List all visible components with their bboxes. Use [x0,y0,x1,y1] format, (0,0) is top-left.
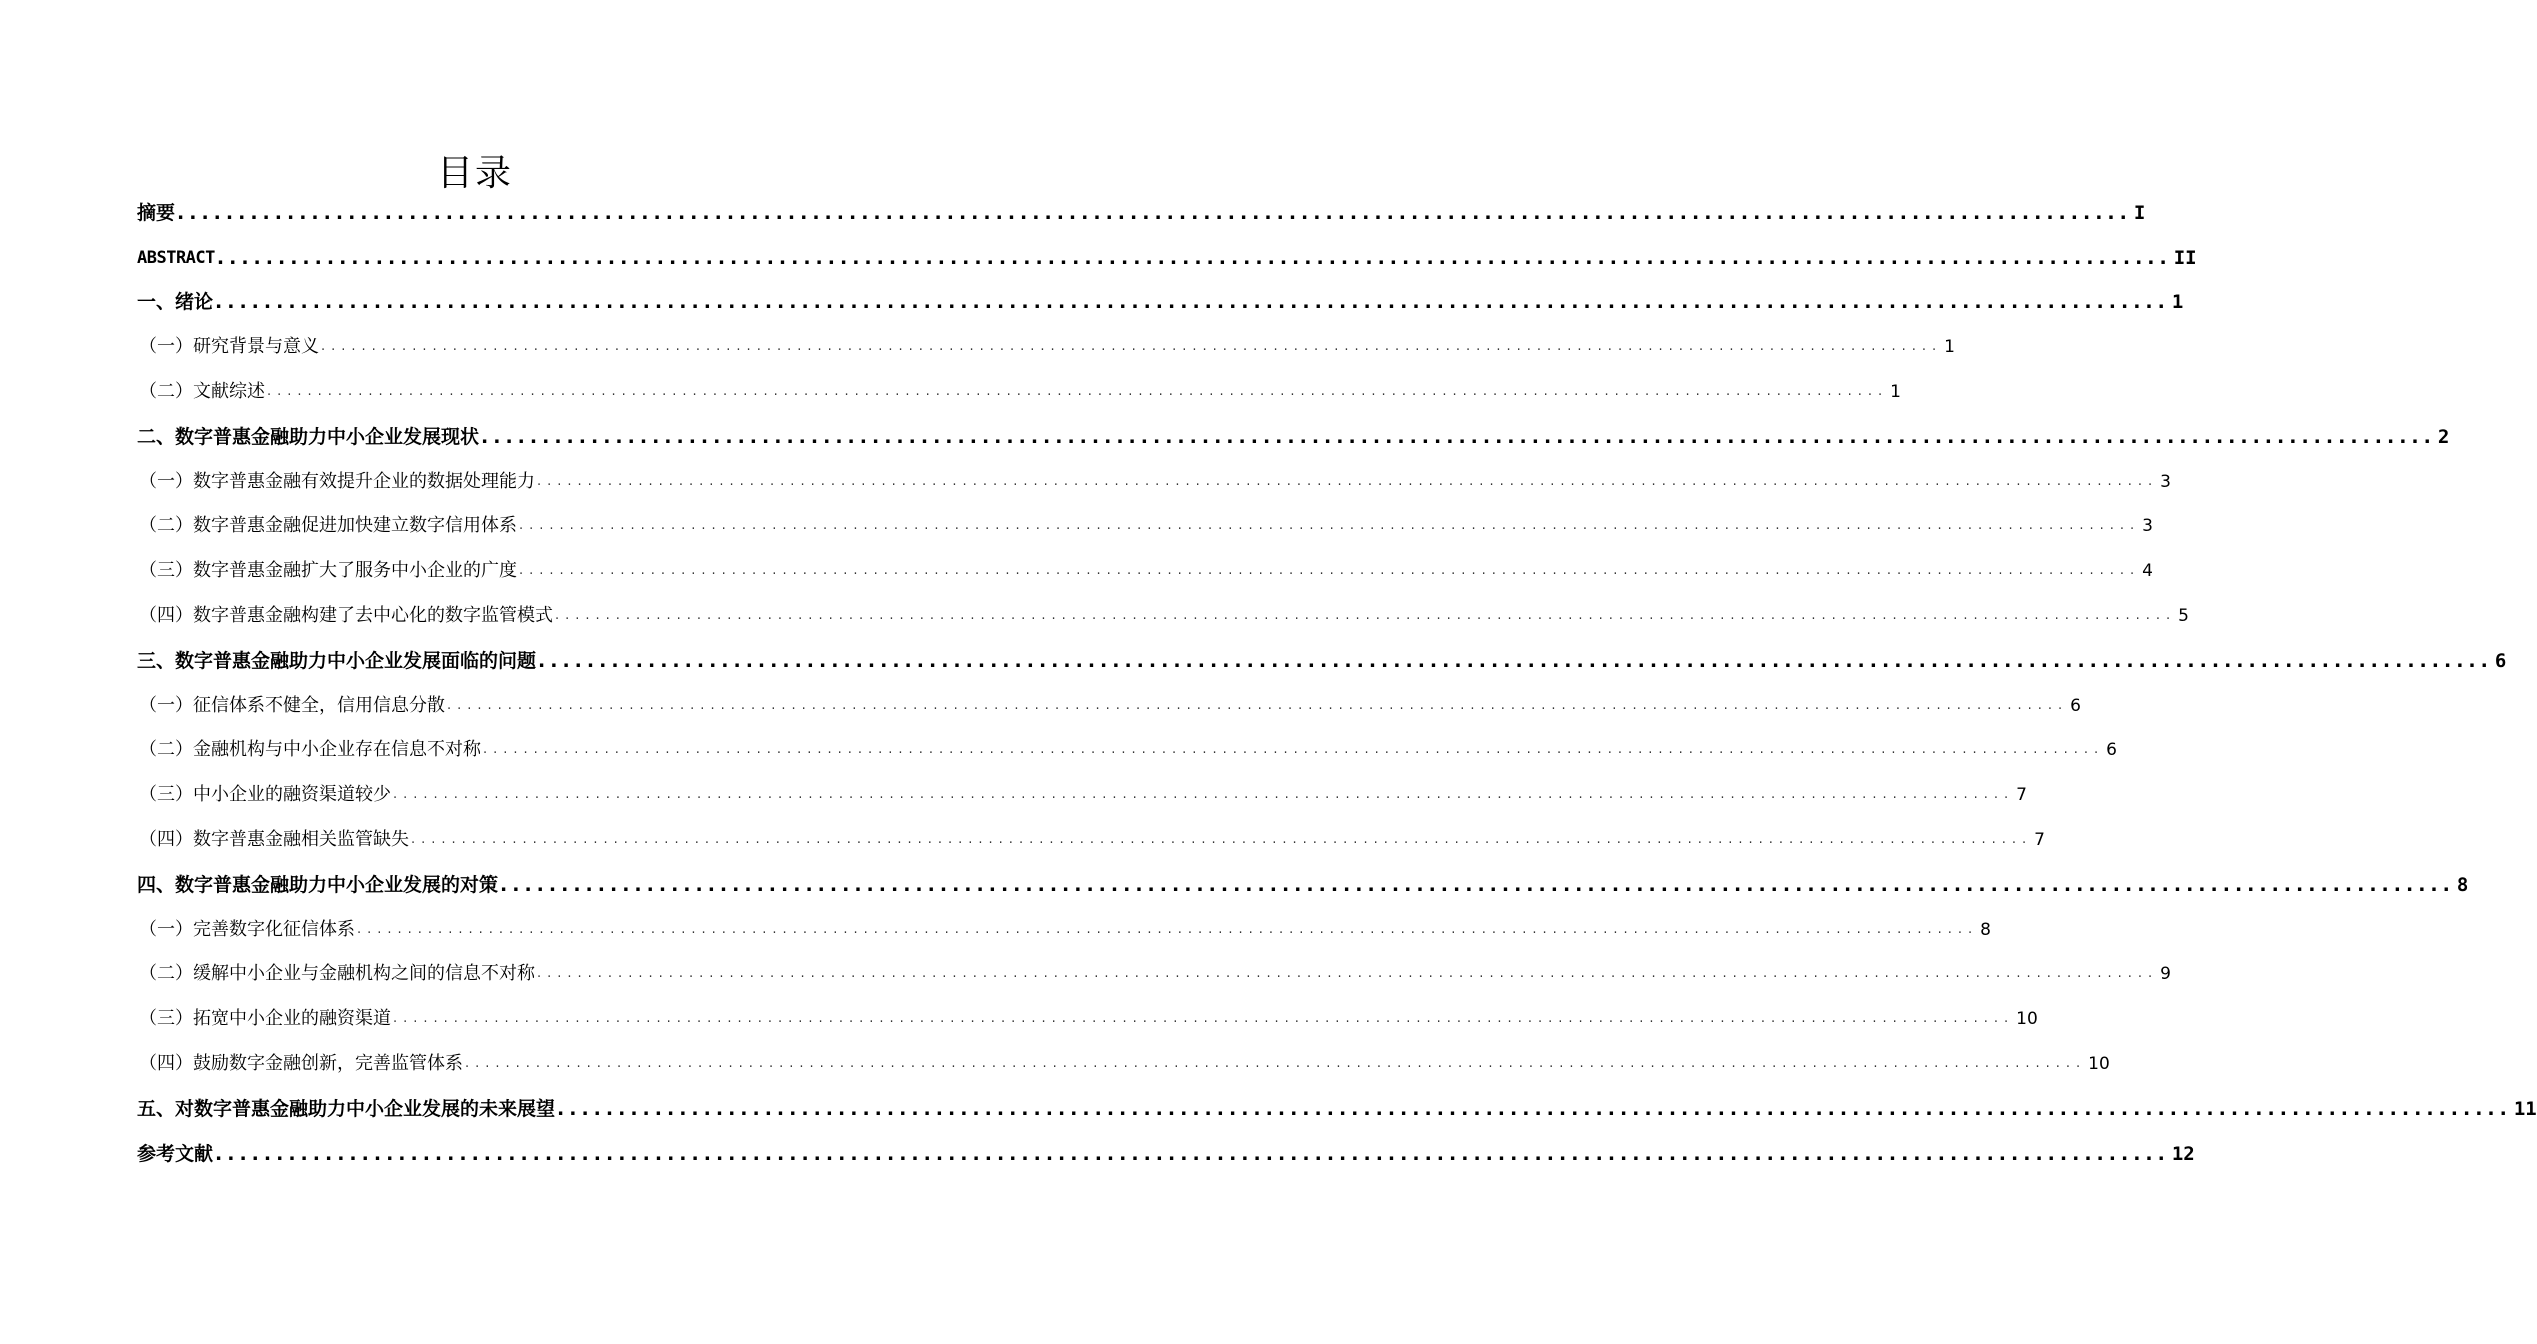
toc-dot-leader: ................................................................................................................................................................ [177,201,2132,224]
toc-entry-section[interactable] [137,1039,2110,1084]
toc-entry-label: （三）拓宽中小企业的融资渠道 [139,1008,391,1030]
toc-entry-section[interactable] [137,367,1901,412]
toc-entry-page-number: 3 [2142,516,2153,537]
toc-dot-leader: ................................................................................................................................................................ [215,1142,2170,1165]
toc-entry-label: （四）数字普惠金融相关监管缺失 [139,828,409,850]
toc-dot-leader: ................................................................................................................................................................ [393,1011,2015,1027]
toc-entry-page-number: 12 [2171,1142,2195,1165]
toc-entry-section[interactable] [137,950,2171,995]
toc-entry-section[interactable] [137,770,2027,815]
toc-entry-page-number: 5 [2178,605,2189,626]
toc-entry-section[interactable] [137,502,2153,547]
toc-dot-leader: ................................................................................................................................................................ [483,742,2105,758]
toc-entry-page-number: 6 [2106,740,2117,761]
toc-dot-leader: ................................................................................................................................................................ [538,649,2493,672]
toc-dot-leader: ................................................................................................................................................................ [481,425,2436,448]
toc-entry-label: 三、数字普惠金融助力中小企业发展面临的问题 [137,649,537,672]
toc-dot-leader: ................................................................................................................................................................ [537,473,2159,489]
toc-entry-label: 四、数字普惠金融助力中小企业发展的对策 [137,873,499,896]
toc-entry-page-number: 11 [2513,1097,2537,1120]
toc-entry-page-number: 10 [2016,1009,2038,1030]
toc-entry-label: （四）数字普惠金融构建了去中心化的数字监管模式 [139,604,553,626]
toc-dot-leader: ................................................................................................................................................................ [537,966,2159,982]
toc-entry-label: （三）数字普惠金融扩大了服务中小企业的广度 [139,560,517,582]
toc-entry-label: 二、数字普惠金融助力中小企业发展现状 [137,425,480,448]
toc-entry-page-number: 1 [2171,291,2184,314]
toc-dot-leader: ................................................................................................................................................................ [357,921,1979,937]
toc-entry-page-number: 1 [1890,381,1901,402]
toc-entry-page-number: 7 [2034,829,2045,850]
toc-entry-page-number: 10 [2088,1053,2110,1074]
toc-dot-leader: ................................................................................................................................................................ [267,383,1889,399]
toc-entry-section[interactable] [137,815,2045,860]
toc-entry-page-number: 8 [2456,873,2469,896]
toc-entry-chapter[interactable] [137,233,2197,278]
toc-entry-chapter[interactable] [137,1084,2537,1129]
toc-dot-leader: ................................................................................................................................................................ [393,787,2015,803]
toc-dot-leader: ................................................................................................................................................................ [555,607,2177,623]
toc-entry-label: （二）数字普惠金融促进加快建立数字信用体系 [139,515,517,537]
toc-dot-leader: ................................................................................................................................................................ [557,1097,2512,1120]
table-of-contents [137,188,2537,1174]
toc-entry-label: （二）金融机构与中小企业存在信息不对称 [139,739,481,761]
toc-entry-label: （二）缓解中小企业与金融机构之间的信息不对称 [139,963,535,985]
toc-dot-leader: ................................................................................................................................................................ [321,339,1943,355]
page-title: 目录 [436,153,513,195]
toc-entry-label: （一）征信体系不健全，信用信息分散 [139,694,445,716]
toc-entry-label: （一）研究背景与意义 [139,336,319,358]
toc-entry-label: ABSTRACT [137,247,215,268]
toc-entry-label: 五、对数字普惠金融助力中小企业发展的未来展望 [137,1097,556,1120]
toc-entry-section[interactable] [137,994,2038,1039]
toc-entry-page-number: 6 [2494,649,2507,672]
toc-entry-section[interactable] [137,905,1991,950]
toc-entry-page-number: 1 [1944,337,1955,358]
toc-entry-page-number: 9 [2160,964,2171,985]
toc-dot-leader: ................................................................................................................................................................ [411,831,2033,847]
toc-entry-section[interactable] [137,591,2189,636]
toc-entry-section[interactable] [137,726,2117,771]
toc-entry-section[interactable] [137,322,1955,367]
toc-dot-leader: ................................................................................................................................................................ [465,1055,2087,1071]
toc-entry-label: 一、绪论 [137,291,214,314]
toc-entry-label: 参考文献 [137,1142,214,1165]
toc-entry-page-number: 8 [1980,919,1991,940]
toc-dot-leader: ................................................................................................................................................................ [215,291,2170,314]
toc-entry-chapter[interactable] [137,188,2146,233]
toc-entry-page-number: II [2173,246,2197,269]
toc-entry-chapter[interactable] [137,278,2184,323]
toc-dot-leader: ................................................................................................................................................................ [447,697,2069,713]
toc-entry-section[interactable] [137,681,2081,726]
toc-entry-page-number: 7 [2016,785,2027,806]
toc-dot-leader: ................................................................................................................................................................ [500,873,2455,896]
toc-dot-leader: ................................................................................................................................................................ [216,246,2172,269]
toc-entry-page-number: 4 [2142,561,2153,582]
toc-entry-page-number: 2 [2437,425,2450,448]
toc-entry-page-number: 3 [2160,471,2171,492]
toc-dot-leader: ................................................................................................................................................................ [519,518,2141,534]
toc-entry-chapter[interactable] [137,636,2507,681]
toc-entry-chapter[interactable] [137,1129,2195,1174]
toc-entry-label: （四）鼓励数字金融创新，完善监管体系 [139,1052,463,1074]
toc-dot-leader: ................................................................................................................................................................ [519,563,2141,579]
toc-entry-chapter[interactable] [137,412,2450,457]
toc-entry-label: （二）文献综述 [139,380,265,402]
toc-entry-page-number: 6 [2070,695,2081,716]
toc-entry-section[interactable] [137,457,2171,502]
toc-entry-label: （一）完善数字化征信体系 [139,918,355,940]
toc-entry-label: 摘要 [137,201,176,224]
toc-entry-chapter[interactable] [137,860,2469,905]
toc-entry-label: （三）中小企业的融资渠道较少 [139,784,391,806]
toc-entry-label: （一）数字普惠金融有效提升企业的数据处理能力 [139,470,535,492]
toc-entry-section[interactable] [137,546,2153,591]
toc-entry-page-number: I [2133,201,2146,224]
